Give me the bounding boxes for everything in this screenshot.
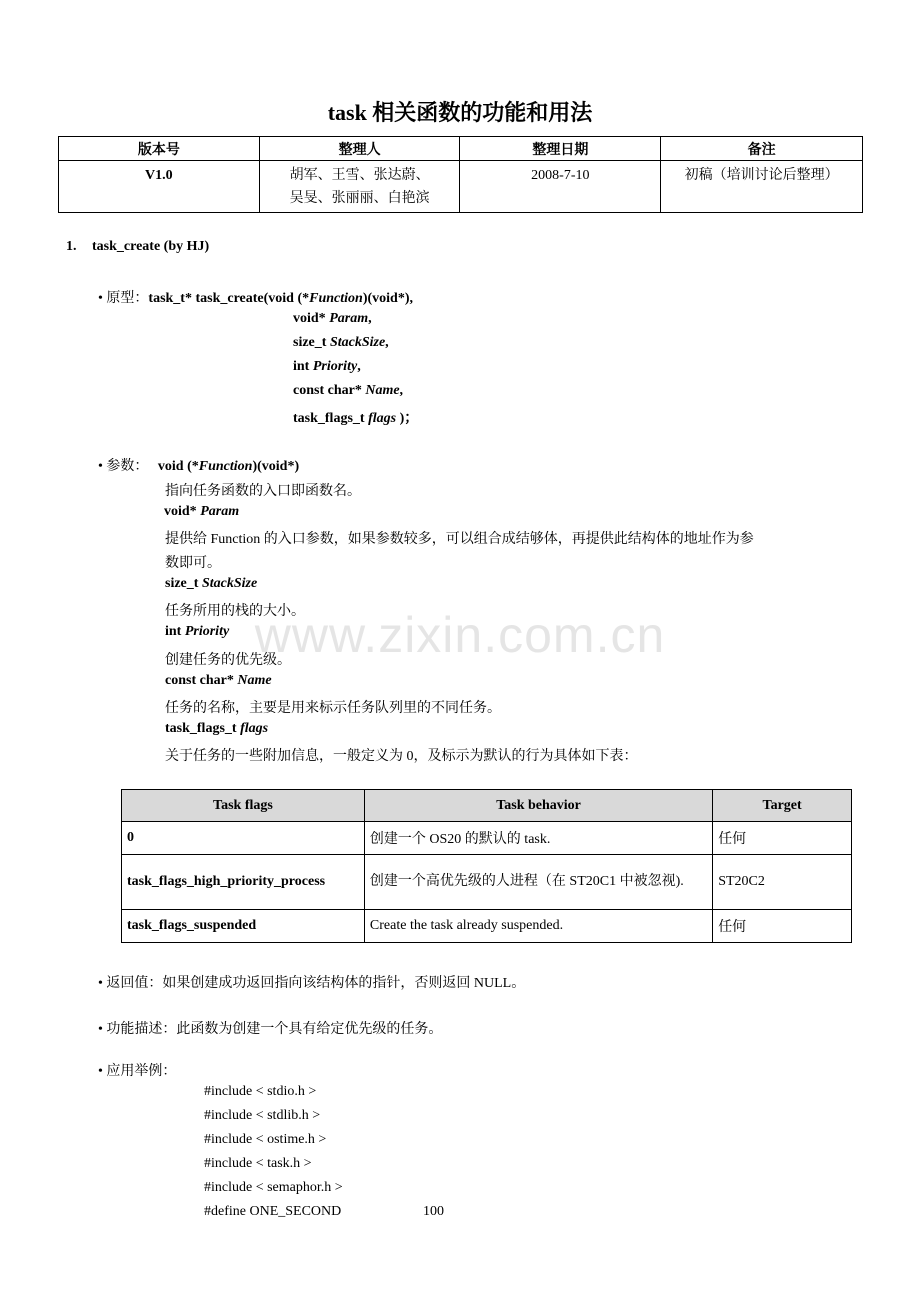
flags-row	[122, 822, 852, 855]
section-title: task_create (by HJ)	[92, 239, 210, 254]
note-cell: 初稿（培训讨论后整理）	[661, 161, 863, 213]
prototype-end: )；	[396, 411, 419, 426]
stack-heading	[165, 576, 257, 592]
prototype-line-6	[293, 407, 418, 427]
behavior-cell: 创建一个高优先级的人进程（在 ST20C1 中被忽视).	[364, 855, 712, 910]
editors-line-1: 胡军、王雪、张达蔚、	[289, 168, 430, 183]
function-name: Function	[198, 459, 253, 474]
param-name: Priority	[184, 624, 230, 639]
behavior-cell: 创建一个 OS20 的默认的 task.	[364, 822, 712, 855]
prototype-line-5	[293, 383, 403, 399]
code-line: #include < ostime.h >	[204, 1132, 327, 1147]
comma: ,	[357, 359, 361, 374]
priority-desc: 创建任务的优先级。	[165, 653, 291, 668]
stack-desc: 任务所用的栈的大小。	[165, 604, 305, 619]
code-line: #include < stdlib.h >	[204, 1108, 321, 1123]
param-type: size_t	[165, 576, 202, 591]
flags-header-row	[122, 790, 852, 822]
target-cell: ST20C2	[713, 855, 852, 910]
code-line: #include < semaphor.h >	[204, 1180, 343, 1195]
param-name: flags	[240, 721, 269, 736]
flags-row	[122, 910, 852, 943]
prototype-line-1	[98, 287, 413, 307]
bullet-icon: •	[98, 291, 103, 306]
bullet-icon: •	[98, 976, 103, 991]
param-type: int	[165, 624, 185, 639]
comma: ,	[385, 335, 389, 350]
section-number: 1.	[66, 239, 77, 254]
section-heading	[66, 239, 209, 255]
define-value: 100	[423, 1204, 444, 1219]
revision-header-row	[59, 137, 863, 161]
param-name: Name	[365, 383, 400, 398]
behavior-cell: Create the task already suspended.	[364, 910, 712, 943]
target-cell: 任何	[713, 822, 852, 855]
prototype-sig-end: )(void*),	[362, 291, 414, 306]
prototype-line-4	[293, 359, 361, 375]
code-line: #include < stdio.h >	[204, 1084, 317, 1099]
prototype-sig-fn: Function	[309, 291, 363, 306]
target-cell: 任何	[713, 910, 852, 943]
prototype-sig-start: task_t* task_create(void (*	[148, 291, 310, 306]
editors-line-2: 吴旻、张丽丽、白艳滨	[289, 191, 430, 206]
param-name: Param	[329, 311, 369, 326]
task-flags-table	[121, 789, 852, 943]
bullet-icon: •	[98, 1022, 103, 1037]
code-line: #include < task.h >	[204, 1156, 312, 1171]
name-desc: 任务的名称，主要是用来标示任务队列里的不同任务。	[165, 701, 501, 716]
example-line	[98, 1060, 176, 1080]
param-name: StackSize	[329, 335, 386, 350]
flags-desc: 关于任务的一些附加信息，一般定义为 0，及标示为默认的行为具体如下表：	[165, 749, 638, 764]
function-type-a: void (*	[157, 459, 199, 474]
revision-table	[58, 136, 863, 213]
param-name: Priority	[312, 359, 358, 374]
comma: ,	[368, 311, 372, 326]
flags-heading	[165, 721, 268, 737]
param-type: int	[293, 359, 313, 374]
header-target: Target	[713, 790, 852, 822]
description: 功能描述：此函数为创建一个具有给定优先级的任务。	[106, 1022, 443, 1037]
param-name: Param	[200, 504, 240, 519]
header-note: 备注	[661, 137, 863, 161]
example-label: 应用举例：	[106, 1064, 177, 1079]
comma: ,	[399, 383, 404, 398]
header-task-flags: Task flags	[122, 790, 365, 822]
bullet-icon: •	[98, 1064, 103, 1079]
return-value: 返回值：如果创建成功返回指向该结构体的指针，否则返回 NULL。	[106, 976, 526, 991]
param-type: size_t	[293, 335, 330, 350]
date-cell: 2008-7-10	[460, 161, 661, 213]
flag-cell: task_flags_high_priority_process	[122, 855, 365, 910]
bullet-icon: •	[98, 459, 103, 474]
flag-cell: 0	[122, 822, 365, 855]
header-version: 版本号	[59, 137, 260, 161]
header-date: 整理日期	[460, 137, 661, 161]
param-type: task_flags_t	[165, 721, 241, 736]
param-name: flags	[368, 411, 397, 426]
return-value-line	[98, 972, 525, 992]
flag-cell: task_flags_suspended	[122, 910, 365, 943]
function-desc: 指向任务函数的入口即函数名。	[165, 484, 361, 499]
param-type: const char*	[293, 383, 366, 398]
code-line: #define ONE_SECOND	[204, 1204, 342, 1219]
header-task-behavior: Task behavior	[364, 790, 712, 822]
prototype-line-2	[293, 311, 372, 327]
param-type: void*	[164, 504, 201, 519]
description-line	[98, 1018, 442, 1038]
header-editors: 整理人	[259, 137, 460, 161]
param-type: void*	[293, 311, 330, 326]
params-line-1	[98, 455, 299, 475]
watermark: www.zixin.com.cn	[254, 607, 666, 663]
param-type: const char*	[165, 673, 238, 688]
prototype-line-3	[293, 335, 389, 351]
param-name: Name	[237, 673, 272, 688]
page-title: task 相关函数的功能和用法	[327, 100, 593, 125]
flags-row	[122, 855, 852, 910]
revision-row	[59, 161, 863, 213]
prototype-label: 原型：	[106, 291, 149, 306]
name-heading	[165, 673, 272, 689]
editors-cell	[259, 161, 460, 213]
param-heading	[164, 504, 239, 520]
version-cell: V1.0	[59, 161, 260, 213]
param-type: task_flags_t	[293, 411, 369, 426]
params-label: 参数：	[106, 459, 149, 474]
param-desc-line-1: 提供给 Function 的入口参数，如果参数较多，可以组合成结够体，再提供此结构体的地址作为参	[165, 532, 754, 547]
param-desc-line-2: 数即可。	[165, 556, 221, 571]
param-name: StackSize	[201, 576, 258, 591]
function-type-c: )(void*)	[252, 459, 300, 474]
